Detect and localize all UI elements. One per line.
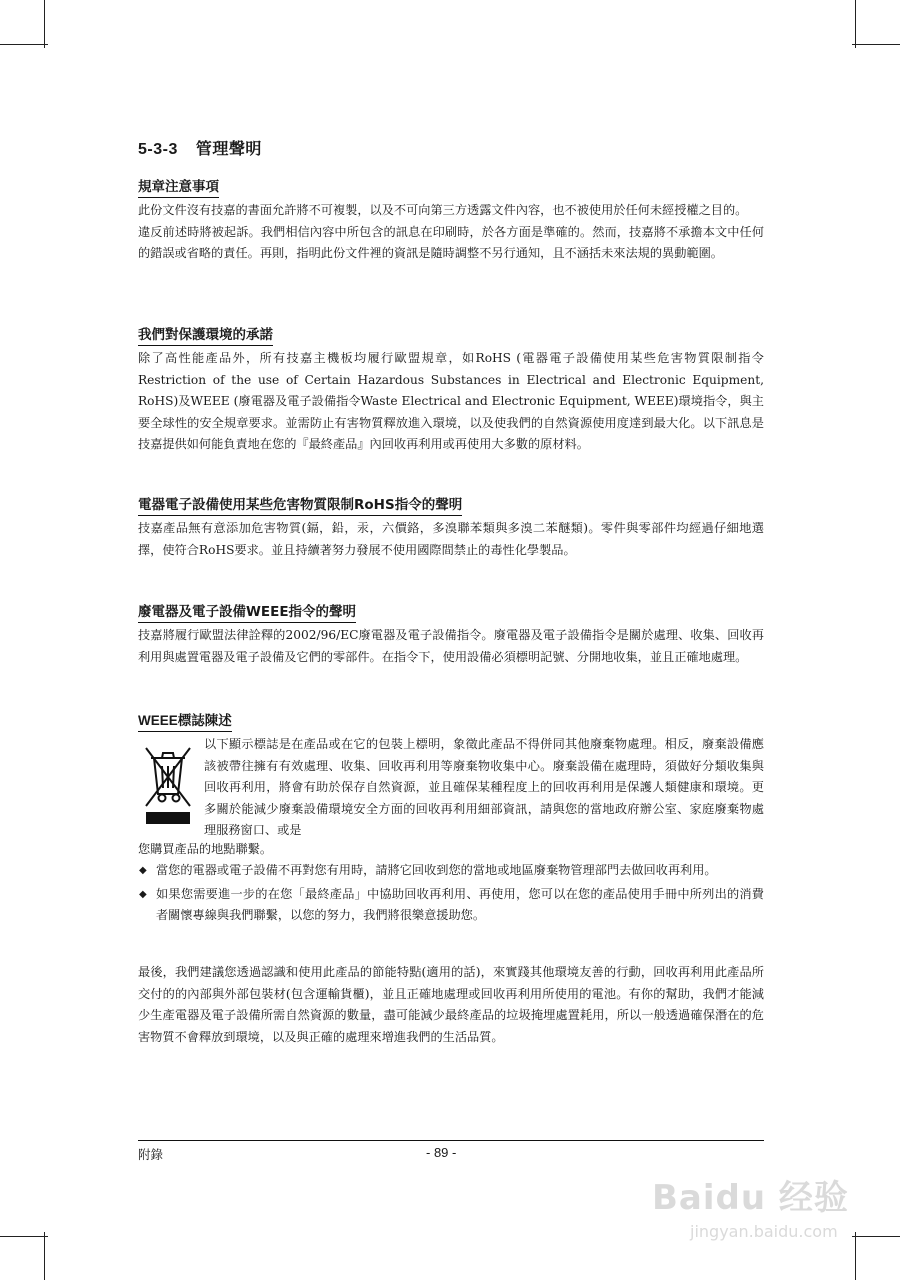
section-number: 5-3-3 — [138, 141, 178, 158]
bullet-text: 如果您需要進一步的在您「最終產品」中協助回收再利用、再使用，您可以在您的產品使用手冊中所列出的消費者關懷專線與我們聯繫，以您的努力，我們將很樂意援助您。 — [156, 886, 764, 922]
crop-mark — [852, 44, 900, 45]
closing-paragraph: 最後，我們建議您透過認識和使用此產品的節能特點(適用的話)，來實踐其他環境友善的行動，回收再利用此產品所交付的的內部與外部包裝材(包含運輸貨櫃)，並且正確地處理或回收再利用所使用的電池。有你的幫助，我們才能減少生產電器及電子設備所需自然資源的數量，盡可能減少最終產品的垃圾掩埋處置耗用，所以一般透過確保潛在的危害物質不會釋放到環境，以及與正確的處理來增進我們的生活品質。 — [138, 965, 764, 1044]
weee-directive-section — [138, 601, 764, 668]
watermark-url: jingyan.baidu.com — [690, 1222, 838, 1241]
crop-mark — [855, 1232, 856, 1280]
bullet-text: 當您的電器或電子設備不再對您有用時，請將它回收到您的當地或地區廢棄物管理部門去做回收再利用。 — [156, 863, 717, 877]
weee-directive-heading: 廢電器及電子設備WEEE指令的聲明 — [138, 603, 356, 623]
crop-mark — [44, 0, 45, 48]
weee-symbol-paragraph-tail: 您購買產品的地點聯繫。 — [138, 842, 273, 856]
commitment-section — [138, 324, 764, 456]
section-title-text: 管理聲明 — [195, 139, 262, 158]
footer-page-number: - 89 - — [426, 1145, 457, 1160]
section-title — [138, 136, 262, 159]
rohs-section — [138, 494, 764, 561]
crop-mark — [44, 1232, 45, 1280]
commitment-paragraph: 除了高性能產品外，所有技嘉主機板均履行歐盟規章，如RoHS (電器電子設備使用某些危害物質限制指令 Restriction of the use of Certain Hazardous Substances in Electrical and Electronic Equipment, RoHS)及WEEE (廢電器及電子設備指令Waste Electrical and Electronic Equipment, WEEE)環境指令，與主要全球性的安全規章要求。並需防止有害物質釋放進入環境，以及使我們的自然資源使用度達到最大化。以下訊息是技嘉提供如何能負責地在您的『最終產品』內回收再利用或再使用大多數的原材料。 — [138, 351, 764, 451]
closing-section — [138, 962, 764, 1048]
weee-bullet-list — [138, 860, 764, 929]
list-item — [138, 884, 764, 927]
diamond-bullet-icon: ◆ — [139, 865, 147, 876]
notice-heading: 規章注意事項 — [138, 178, 219, 198]
diamond-bullet-icon: ◆ — [139, 888, 147, 900]
crop-mark — [852, 1236, 900, 1237]
weee-directive-paragraph: 技嘉將履行歐盟法律詮釋的2002/96/EC廢電器及電子設備指令。廢電器及電子設備指令是關於處理、收集、回收再利用與處置電器及電子設備及它們的零部件。在指令下，使用設備必須標明記號、分開地收集，並且正確地處理。 — [138, 628, 764, 664]
watermark-brand: Baidu 经验 — [652, 1178, 849, 1218]
weee-symbol-heading: WEEE標誌陳述 — [138, 712, 232, 732]
crop-mark — [0, 1236, 48, 1237]
weee-symbol-section — [138, 710, 764, 922]
footer-divider — [138, 1140, 764, 1141]
crop-mark — [855, 0, 856, 48]
rohs-heading: 電器電子設備使用某些危害物質限制RoHS指令的聲明 — [138, 496, 462, 516]
crossed-out-wheelie-bin-icon — [142, 744, 194, 828]
crop-mark — [0, 44, 48, 45]
rohs-paragraph: 技嘉產品無有意添加危害物質(鎘，鉛，汞，六價鉻，多溴聯苯類與多溴二苯醚類)。零件與零部件均經過仔細地選擇，使符合RoHS要求。並且持續著努力發展不使用國際間禁止的毒性化學製品。 — [138, 521, 764, 557]
notice-section — [138, 176, 764, 265]
notice-paragraph-1: 此份文件沒有技嘉的書面允許將不可複製，以及不可向第三方透露文件內容，也不被使用於任何未經授權之目的。 — [138, 203, 748, 217]
list-item — [138, 860, 764, 882]
notice-paragraph-2: 違反前述時將被起訴。我們相信內容中所包含的訊息在印刷時，於各方面是準確的。然而，技嘉將不承擔本文中任何的錯誤或省略的責任。再則，指明此份文件裡的資訊是隨時調整不另行通知，且不涵括未來法規的異動範圍。 — [138, 224, 764, 260]
commitment-heading: 我們對保護環境的承諾 — [138, 326, 273, 346]
weee-symbol-paragraph: 以下顯示標誌是在產品或在它的包裝上標明，象徵此產品不得併同其他廢棄物處理。相反，廢棄設備應該被帶往擁有有效處理、收集、回收再利用等廢棄物收集中心。廢棄設備在處理時，須做好分類收集與回收再利用，將會有助於保存自然資源，並且確保某種程度上的回收再利用是保護人類健康和環境。更多關於能減少廢棄設備環境安全方面的回收再利用細部資訊，請與您的當地政府辦公室、家庭廢棄物處理服務窗口、或是 — [204, 737, 764, 837]
footer-chapter-label: 附錄 — [138, 1147, 164, 1162]
